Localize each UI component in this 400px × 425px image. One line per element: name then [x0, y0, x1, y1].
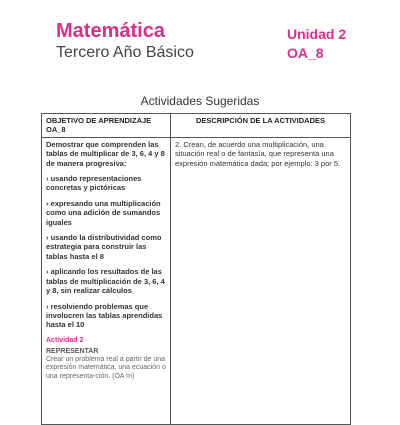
objective-bullet: › usando representaciones concretas y pictóricas — [46, 174, 166, 193]
table-header-row — [42, 114, 351, 138]
activity-label: Actividad 2 — [46, 336, 84, 344]
table-row — [42, 137, 351, 424]
objective-bullet: › usando la distributividad como estrategia para construir las tablas hasta el 8 — [46, 233, 166, 261]
objective-intro: Demostrar que comprenden las tablas de multiplicar de 3, 6, 4 y 8 de manera progresiva: — [46, 139, 165, 168]
objective-cell — [42, 137, 171, 424]
objective-header: OBJETIVO DE APRENDIZAJE OA_8 — [42, 114, 171, 138]
oa-code: OA_8 — [287, 45, 324, 61]
activity-text: Crear un problema real a partir de una expresión matemática, una ecuación o una representa-ción. (OA m) — [46, 355, 166, 380]
document-header — [0, 0, 400, 70]
description-cell — [171, 137, 351, 424]
unit-label: Unidad 2 — [287, 26, 347, 42]
section-title: Actividades Sugeridas — [140, 94, 260, 108]
description-text: 2. Crean, de acuerdo una multiplicación, una situación real o de fantasía, que representa una expresión matemática dada; por ejemplo: 3 por 5. — [175, 139, 341, 168]
activities-table — [41, 113, 351, 425]
grade-title: Tercero Año Básico — [56, 44, 194, 61]
objective-bullet: › resolviendo problemas que involucren las tablas aprendidas hasta el 10 — [46, 302, 166, 330]
activity-verb: REPRESENTAR — [46, 347, 99, 355]
objective-bullet: › expresando una multiplicación como una adición de sumandos iguales — [46, 199, 166, 227]
subject-title: Matemática — [56, 20, 165, 42]
activity-box — [46, 336, 166, 422]
objective-bullet: › aplicando los resultados de las tablas de multiplicación de 3, 6, 4 y 8, sin realizar cálculos — [46, 267, 166, 295]
description-header: DESCRIPCIÓN DE LA ACTIVIDADES — [171, 114, 351, 138]
